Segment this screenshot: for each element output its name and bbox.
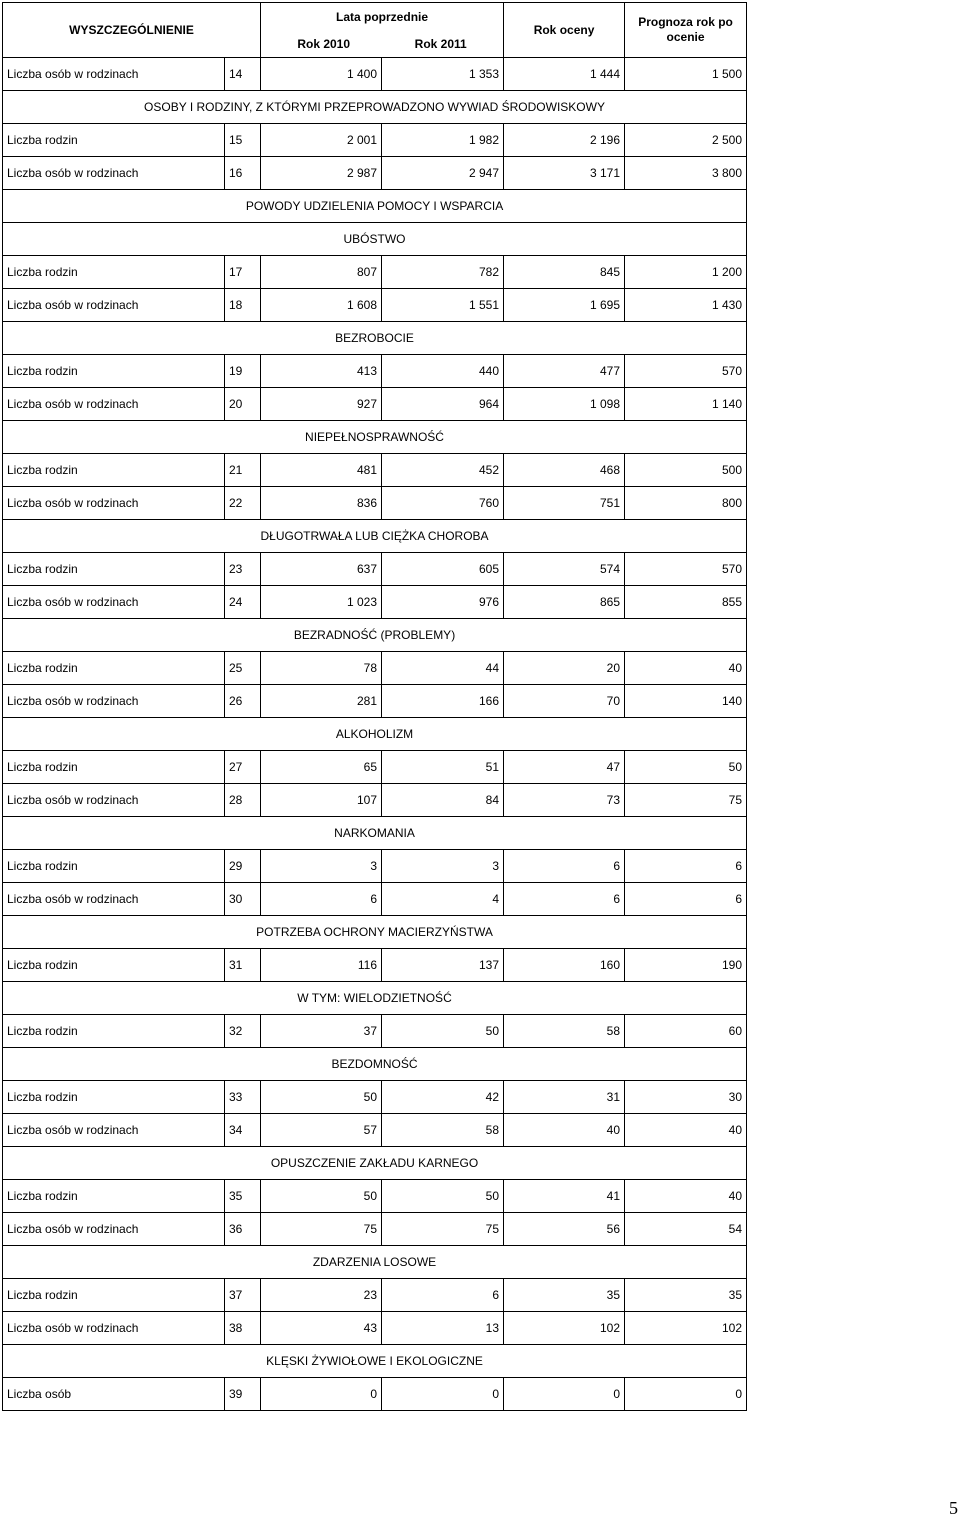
value-evaluation-year: 865 — [504, 586, 625, 619]
section-title: KLĘSKI ŻYWIOŁOWE I EKOLOGICZNE — [3, 1345, 747, 1378]
table-row — [3, 850, 747, 883]
section-header-row — [3, 982, 747, 1015]
value-forecast: 1 140 — [625, 388, 747, 421]
section-title: NARKOMANIA — [3, 817, 747, 850]
value-2010: 116 — [261, 949, 382, 982]
value-forecast: 54 — [625, 1213, 747, 1246]
value-2010: 107 — [261, 784, 382, 817]
value-forecast: 35 — [625, 1279, 747, 1312]
row-number: 18 — [225, 289, 261, 322]
row-label: Liczba rodzin — [3, 256, 225, 289]
value-forecast: 102 — [625, 1312, 747, 1345]
value-2011: 1 982 — [382, 124, 504, 157]
value-evaluation-year: 2 196 — [504, 124, 625, 157]
value-2010: 23 — [261, 1279, 382, 1312]
table-row — [3, 256, 747, 289]
value-evaluation-year: 574 — [504, 553, 625, 586]
table-row — [3, 1114, 747, 1147]
value-evaluation-year: 73 — [504, 784, 625, 817]
row-label: Liczba osób w rodzinach — [3, 289, 225, 322]
row-number: 21 — [225, 454, 261, 487]
value-2011: 964 — [382, 388, 504, 421]
row-number: 34 — [225, 1114, 261, 1147]
row-label: Liczba osób w rodzinach — [3, 685, 225, 718]
section-title: W TYM: WIELODZIETNOŚĆ — [3, 982, 747, 1015]
value-evaluation-year: 56 — [504, 1213, 625, 1246]
value-2011: 2 947 — [382, 157, 504, 190]
value-2011: 137 — [382, 949, 504, 982]
page-number: 5 — [949, 1498, 958, 1518]
value-2010: 37 — [261, 1015, 382, 1048]
value-forecast: 570 — [625, 355, 747, 388]
row-label: Liczba osób w rodzinach — [3, 1114, 225, 1147]
section-title: NIEPEŁNOSPRAWNOŚĆ — [3, 421, 747, 454]
row-number: 16 — [225, 157, 261, 190]
value-evaluation-year: 6 — [504, 883, 625, 916]
row-number: 38 — [225, 1312, 261, 1345]
value-evaluation-year: 477 — [504, 355, 625, 388]
value-2011: 605 — [382, 553, 504, 586]
section-header-row — [3, 520, 747, 553]
value-evaluation-year: 3 171 — [504, 157, 625, 190]
value-2011: 13 — [382, 1312, 504, 1345]
header-description: WYSZCZEGÓLNIENIE — [3, 3, 261, 58]
value-2011: 84 — [382, 784, 504, 817]
row-number: 37 — [225, 1279, 261, 1312]
value-forecast: 30 — [625, 1081, 747, 1114]
value-2011: 42 — [382, 1081, 504, 1114]
value-2010: 637 — [261, 553, 382, 586]
row-label: Liczba rodzin — [3, 124, 225, 157]
value-2011: 58 — [382, 1114, 504, 1147]
section-title: DŁUGOTRWAŁA LUB CIĘŻKA CHOROBA — [3, 520, 747, 553]
section-header-row — [3, 223, 747, 256]
value-2011: 0 — [382, 1378, 504, 1411]
value-2010: 1 023 — [261, 586, 382, 619]
row-number: 20 — [225, 388, 261, 421]
header-year-2011: Rok 2011 — [414, 37, 467, 51]
value-2010: 413 — [261, 355, 382, 388]
value-2010: 0 — [261, 1378, 382, 1411]
section-title: BEZROBOCIE — [3, 322, 747, 355]
value-2010: 75 — [261, 1213, 382, 1246]
row-label: Liczba osób w rodzinach — [3, 58, 225, 91]
row-label: Liczba rodzin — [3, 850, 225, 883]
row-label: Liczba rodzin — [3, 652, 225, 685]
table-row — [3, 1213, 747, 1246]
value-forecast: 60 — [625, 1015, 747, 1048]
section-title: ZDARZENIA LOSOWE — [3, 1246, 747, 1279]
value-forecast: 855 — [625, 586, 747, 619]
value-evaluation-year: 47 — [504, 751, 625, 784]
table-row — [3, 1312, 747, 1345]
value-forecast: 570 — [625, 553, 747, 586]
value-2010: 3 — [261, 850, 382, 883]
section-title: OPUSZCZENIE ZAKŁADU KARNEGO — [3, 1147, 747, 1180]
row-number: 30 — [225, 883, 261, 916]
value-forecast: 0 — [625, 1378, 747, 1411]
value-forecast: 40 — [625, 1114, 747, 1147]
section-header-row — [3, 1246, 747, 1279]
section-header-row — [3, 817, 747, 850]
value-2010: 65 — [261, 751, 382, 784]
value-2011: 166 — [382, 685, 504, 718]
value-2010: 927 — [261, 388, 382, 421]
table-row — [3, 685, 747, 718]
value-2011: 51 — [382, 751, 504, 784]
table-row — [3, 784, 747, 817]
value-2010: 1 608 — [261, 289, 382, 322]
value-evaluation-year: 70 — [504, 685, 625, 718]
row-number: 35 — [225, 1180, 261, 1213]
section-title: POTRZEBA OCHRONY MACIERZYŃSTWA — [3, 916, 747, 949]
row-number: 31 — [225, 949, 261, 982]
value-2010: 78 — [261, 652, 382, 685]
value-forecast: 6 — [625, 850, 747, 883]
section-title: POWODY UDZIELENIA POMOCY I WSPARCIA — [3, 190, 747, 223]
value-2010: 2 001 — [261, 124, 382, 157]
row-number: 26 — [225, 685, 261, 718]
value-2011: 1 551 — [382, 289, 504, 322]
section-header-row — [3, 1147, 747, 1180]
row-label: Liczba osób w rodzinach — [3, 586, 225, 619]
row-number: 39 — [225, 1378, 261, 1411]
row-number: 36 — [225, 1213, 261, 1246]
header-previous-years: Lata poprzednie — [261, 3, 504, 32]
table-row — [3, 1378, 747, 1411]
row-label: Liczba rodzin — [3, 949, 225, 982]
value-2011: 440 — [382, 355, 504, 388]
row-label: Liczba osób w rodzinach — [3, 487, 225, 520]
value-forecast: 1 430 — [625, 289, 747, 322]
value-2011: 6 — [382, 1279, 504, 1312]
value-2010: 43 — [261, 1312, 382, 1345]
row-label: Liczba osób — [3, 1378, 225, 1411]
value-2010: 807 — [261, 256, 382, 289]
value-2011: 50 — [382, 1180, 504, 1213]
row-number: 32 — [225, 1015, 261, 1048]
section-title: UBÓSTWO — [3, 223, 747, 256]
header-year-2010: Rok 2010 — [297, 37, 351, 51]
value-forecast: 40 — [625, 1180, 747, 1213]
value-2010: 57 — [261, 1114, 382, 1147]
row-label: Liczba rodzin — [3, 355, 225, 388]
value-evaluation-year: 0 — [504, 1378, 625, 1411]
row-label: Liczba rodzin — [3, 1180, 225, 1213]
value-evaluation-year: 751 — [504, 487, 625, 520]
section-header-row — [3, 916, 747, 949]
table-row — [3, 1015, 747, 1048]
value-evaluation-year: 58 — [504, 1015, 625, 1048]
table-row — [3, 355, 747, 388]
table-row — [3, 487, 747, 520]
section-header-row — [3, 1048, 747, 1081]
header-evaluation-year: Rok oceny — [504, 3, 625, 58]
row-label: Liczba osób w rodzinach — [3, 388, 225, 421]
row-number: 22 — [225, 487, 261, 520]
value-forecast: 75 — [625, 784, 747, 817]
row-label: Liczba osób w rodzinach — [3, 1312, 225, 1345]
table-body — [3, 58, 747, 1411]
section-header-row — [3, 322, 747, 355]
header-forecast: Prognoza rok po ocenie — [625, 3, 747, 58]
value-evaluation-year: 1 098 — [504, 388, 625, 421]
value-forecast: 140 — [625, 685, 747, 718]
value-2010: 2 987 — [261, 157, 382, 190]
table-row — [3, 157, 747, 190]
section-header-row — [3, 718, 747, 751]
table-row — [3, 124, 747, 157]
value-evaluation-year: 40 — [504, 1114, 625, 1147]
row-label: Liczba osób w rodzinach — [3, 784, 225, 817]
value-forecast: 1 200 — [625, 256, 747, 289]
value-evaluation-year: 1 695 — [504, 289, 625, 322]
value-2011: 976 — [382, 586, 504, 619]
value-evaluation-year: 41 — [504, 1180, 625, 1213]
value-2011: 1 353 — [382, 58, 504, 91]
value-forecast: 2 500 — [625, 124, 747, 157]
section-header-row — [3, 1345, 747, 1378]
value-2010: 281 — [261, 685, 382, 718]
row-number: 14 — [225, 58, 261, 91]
section-header-row — [3, 421, 747, 454]
row-label: Liczba rodzin — [3, 1015, 225, 1048]
table-row — [3, 586, 747, 619]
value-forecast: 800 — [625, 487, 747, 520]
value-2010: 836 — [261, 487, 382, 520]
row-number: 23 — [225, 553, 261, 586]
value-forecast: 3 800 — [625, 157, 747, 190]
table-row — [3, 1081, 747, 1114]
row-label: Liczba osób w rodzinach — [3, 1213, 225, 1246]
section-title: ALKOHOLIZM — [3, 718, 747, 751]
row-number: 17 — [225, 256, 261, 289]
value-evaluation-year: 845 — [504, 256, 625, 289]
row-number: 27 — [225, 751, 261, 784]
table-row — [3, 751, 747, 784]
row-number: 25 — [225, 652, 261, 685]
row-label: Liczba rodzin — [3, 1279, 225, 1312]
value-2010: 50 — [261, 1081, 382, 1114]
value-evaluation-year: 1 444 — [504, 58, 625, 91]
row-label: Liczba rodzin — [3, 1081, 225, 1114]
table-row — [3, 388, 747, 421]
value-2011: 4 — [382, 883, 504, 916]
row-number: 28 — [225, 784, 261, 817]
value-evaluation-year: 6 — [504, 850, 625, 883]
table-row — [3, 1279, 747, 1312]
value-evaluation-year: 20 — [504, 652, 625, 685]
section-title: BEZRADNOŚĆ (PROBLEMY) — [3, 619, 747, 652]
value-2010: 481 — [261, 454, 382, 487]
value-evaluation-year: 35 — [504, 1279, 625, 1312]
row-number: 33 — [225, 1081, 261, 1114]
table-row — [3, 454, 747, 487]
value-2010: 6 — [261, 883, 382, 916]
section-title: BEZDOMNOŚĆ — [3, 1048, 747, 1081]
value-evaluation-year: 160 — [504, 949, 625, 982]
value-2011: 760 — [382, 487, 504, 520]
row-number: 19 — [225, 355, 261, 388]
table-row — [3, 883, 747, 916]
value-forecast: 190 — [625, 949, 747, 982]
row-number: 24 — [225, 586, 261, 619]
statistics-table — [2, 2, 747, 1411]
table-row — [3, 58, 747, 91]
section-header-row — [3, 91, 747, 124]
table-row — [3, 553, 747, 586]
value-evaluation-year: 102 — [504, 1312, 625, 1345]
table-row — [3, 1180, 747, 1213]
row-label: Liczba osób w rodzinach — [3, 157, 225, 190]
value-2010: 1 400 — [261, 58, 382, 91]
value-2010: 50 — [261, 1180, 382, 1213]
value-forecast: 500 — [625, 454, 747, 487]
value-2011: 782 — [382, 256, 504, 289]
row-label: Liczba rodzin — [3, 751, 225, 784]
value-evaluation-year: 31 — [504, 1081, 625, 1114]
value-forecast: 1 500 — [625, 58, 747, 91]
row-label: Liczba osób w rodzinach — [3, 883, 225, 916]
value-2011: 50 — [382, 1015, 504, 1048]
row-number: 29 — [225, 850, 261, 883]
table-row — [3, 652, 747, 685]
value-2011: 44 — [382, 652, 504, 685]
value-evaluation-year: 468 — [504, 454, 625, 487]
header-year-pair — [261, 31, 504, 58]
value-2011: 452 — [382, 454, 504, 487]
row-label: Liczba rodzin — [3, 454, 225, 487]
value-2011: 3 — [382, 850, 504, 883]
section-title: OSOBY I RODZINY, Z KTÓRYMI PRZEPROWADZONO WYWIAD ŚRODOWISKOWY — [3, 91, 747, 124]
row-number: 15 — [225, 124, 261, 157]
section-header-row — [3, 190, 747, 223]
table-row — [3, 949, 747, 982]
value-forecast: 50 — [625, 751, 747, 784]
value-forecast: 6 — [625, 883, 747, 916]
value-forecast: 40 — [625, 652, 747, 685]
table-row — [3, 289, 747, 322]
row-label: Liczba rodzin — [3, 553, 225, 586]
value-2011: 75 — [382, 1213, 504, 1246]
section-header-row — [3, 619, 747, 652]
